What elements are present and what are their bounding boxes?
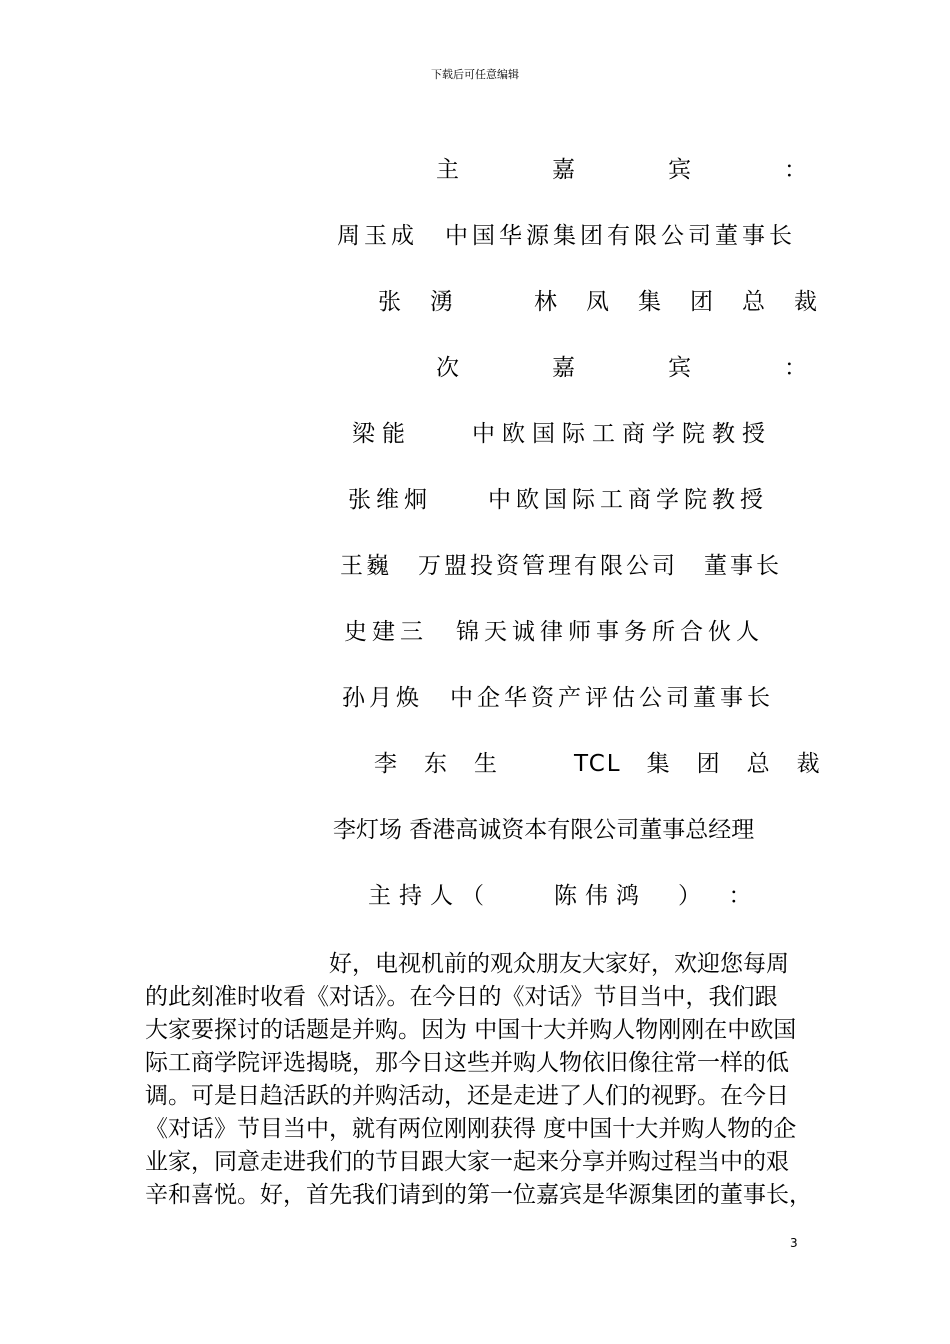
guest-heading-main: 主 嘉 宾 ： <box>436 157 813 183</box>
guest-line-4: 张维炯 中欧国际工商学院教授 <box>348 487 768 513</box>
guest-line-3: 梁能 中欧国际工商学院教授 <box>352 421 772 447</box>
guest-line-6: 史建三 锦天诚律师事务所合伙人 <box>344 619 764 645</box>
paragraph-line: 《对话》节目当中，就有两位刚刚获得 度中国十大并购人物的企 <box>145 1116 797 1142</box>
guest-line-5: 王巍 万盟投资管理有限公司 董事长 <box>340 553 782 579</box>
guest-line-1: 周玉成 中国华源集团有限公司董事长 <box>337 223 796 249</box>
opening-paragraph <box>145 948 810 1212</box>
paragraph-line: 际工商学院评选揭晓，那今日这些并购人物依旧像往常一样的低 <box>145 1050 789 1076</box>
guest-line-9: 李灯场 香港高诚资本有限公司董事总经理 <box>333 817 755 843</box>
guest-heading-secondary: 次 嘉 宾 ： <box>436 355 813 381</box>
paragraph-line: 业家，同意走进我们的节目跟大家一起来分享并购过程当中的艰 <box>145 1149 789 1175</box>
paragraph-line: 调。可是日趋活跃的并购活动，还是走进了人们的视野。在今日 <box>145 1083 789 1109</box>
paragraph-line: 的此刻准时收看《对话》。在今日的《对话》节目当中，我们跟 <box>145 984 778 1010</box>
page-header: 下载后可任意编辑 <box>431 68 519 81</box>
guest-line-8: 李 东 生 TCL 集 团 总 裁 <box>374 751 822 777</box>
guest-line-7: 孙月焕 中企华资产评估公司董事长 <box>342 685 774 711</box>
page-number: 3 <box>790 1236 798 1250</box>
paragraph-line: 大家要探讨的话题是并购。因为 中国十大并购人物刚刚在中欧国 <box>145 1017 797 1043</box>
paragraph-line: 好，电视机前的观众朋友大家好，欢迎您每周 <box>145 951 789 977</box>
guest-line-2: 张 湧 林 凤 集 团 总 裁 <box>378 289 820 315</box>
host-line: 主持人（ 陈伟鸿 ） ： <box>368 883 760 909</box>
paragraph-line: 辛和喜悦。好，首先我们请到的第一位嘉宾是华源集团的董事长， <box>145 1182 812 1208</box>
